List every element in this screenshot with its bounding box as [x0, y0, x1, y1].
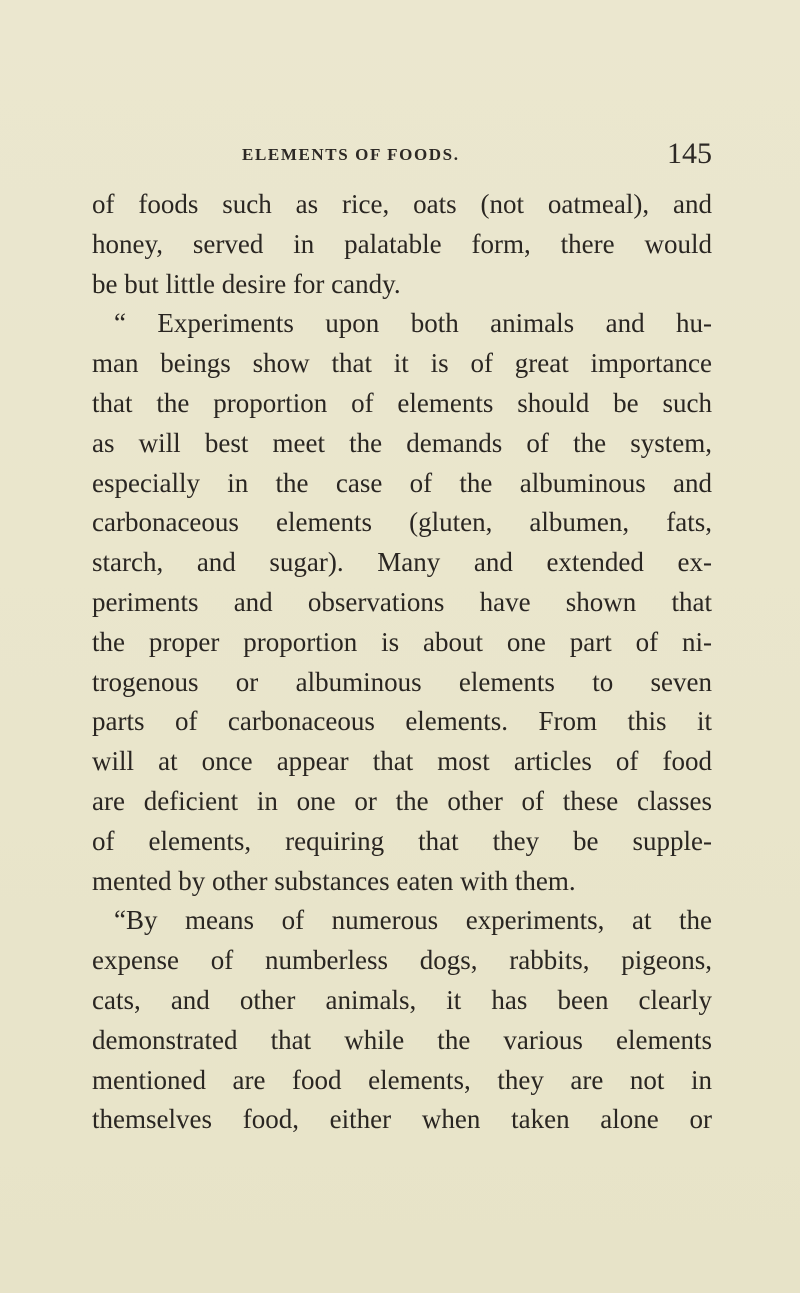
running-head: ELEMENTS OF FOODS.: [242, 145, 460, 164]
text-line: are deficient in one or the other of these classes: [92, 785, 712, 816]
text-line: periments and observations have shown that: [92, 586, 712, 617]
text-line: expense of numberless dogs, rabbits, pigeons,: [92, 945, 712, 976]
text-line: be but little desire for candy.: [92, 268, 401, 299]
text-line: carbonaceous elements (gluten, albumen, fats,: [92, 507, 712, 538]
body-text: [92, 185, 712, 1140]
text-line: “ Experiments upon both animals and hu-: [114, 308, 712, 339]
text-line: that the proportion of elements should be such: [92, 387, 712, 418]
text-line: trogenous or albuminous elements to seven: [92, 666, 712, 697]
page-header: [92, 137, 712, 173]
text-line: demonstrated that while the various elements: [92, 1024, 712, 1055]
text-line: man beings show that it is of great importance: [92, 348, 712, 379]
text-line: will at once appear that most articles of food: [92, 746, 712, 777]
text-line: starch, and sugar). Many and extended ex-: [92, 547, 712, 578]
text-line: as will best meet the demands of the system,: [92, 427, 712, 458]
text-line: mented by other substances eaten with them.: [92, 865, 576, 896]
text-line: the proper proportion is about one part of ni-: [92, 626, 712, 657]
text-line: of foods such as rice, oats (not oatmeal), and: [92, 189, 712, 219]
text-line: “By means of numerous experiments, at the: [114, 905, 712, 936]
text-line: especially in the case of the albuminous and: [92, 467, 712, 498]
text-line: themselves food, either when taken alone or: [92, 1104, 712, 1135]
text-line: honey, served in palatable form, there would: [92, 228, 712, 259]
text-line: cats, and other animals, it has been clearly: [92, 984, 712, 1015]
page-number: 145: [667, 137, 712, 170]
text-line: mentioned are food elements, they are not in: [92, 1064, 712, 1095]
text-line: parts of carbonaceous elements. From this it: [92, 706, 712, 737]
text-line: of elements, requiring that they be supple-: [92, 825, 712, 856]
